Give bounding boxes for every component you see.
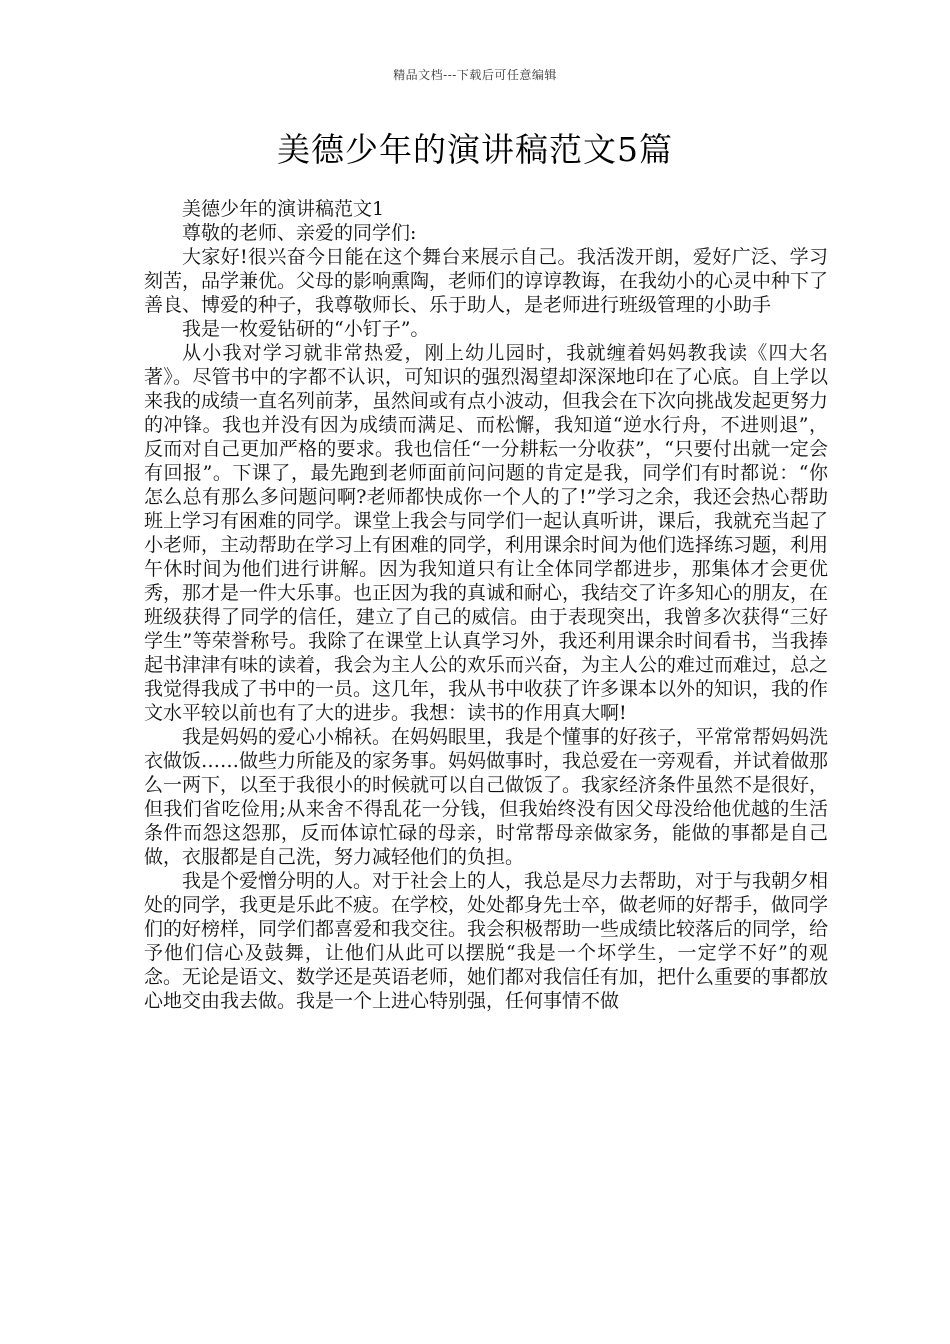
page-header: 精品文档---下载后可任意编辑 [393,68,557,82]
document-title: 美德少年的演讲稿范文5篇 [277,130,673,169]
salutation-paragraph: 尊敬的老师、亲爱的同学们: [182,222,417,244]
body-paragraph: 我是妈妈的爱心小棉袄。在妈妈眼里，我是个懂事的好孩子，平常常帮妈妈洗衣做饭……做些力所能及的家务事。妈妈做事时，我总爱在一旁观看，并试着做那么一两下，以至于我很小的时候就可以自己做饭了。我家经济条件虽然不是很好，但我们省吃俭用;从来舍不得乱花一分钱，但我始终没有因父母没给他优越的生活条件而怨这怨那，反而体谅忙碌的母亲，时常帮母亲做家务，能做的事都是自己做，衣服都是自己洗，努力减轻他们的负担。 [144,726,829,868]
body-paragraph: 我是一枚爱钻研的“小钉子”。 [182,318,430,340]
body-paragraph: 从小我对学习就非常热爱，刚上幼儿园时，我就缠着妈妈教我读《四大名著》。尽管书中的字都不认识，可知识的强烈渴望却深深地印在了心底。自上学以来我的成绩一直名列前茅，虽然间或有点小波动，但我会在下次向挑战发起更努力的冲锋。我也并没有因为成绩而满足、而松懈，我知道“逆水行舟，不进则退”，反而对自己更加严格的要求。我也信任“一分耕耘一分收获”，“只要付出就一定会有回报”。下课了，最先跑到老师面前问问题的肯定是我，同学们有时都说：“你怎么总有那么多问题问啊?老师都快成你一个人的了!”学习之余，我还会热心帮助班上学习有困难的同学。课堂上我会与同学们一起认真听讲，课后，我就充当起了小老师，主动帮助在学习上有困难的同学，利用课余时间为他们选择练习题，利用午休时间为他们进行讲解。因为我知道只有让全体同学都进步，那集体才会更优秀，那才是一件大乐事。也正因为我的真诚和耐心，我结交了许多知心的朋友，在班级获得了同学的信任，建立了自己的威信。由于表现突出，我曾多次获得“三好学生”等荣誉称号。我除了在课堂上认真学习外，我还利用课余时间看书，当我捧起书津津有味的读着，我会为主人公的欢乐而兴奋，为主人公的难过而难过，总之我觉得我成了书中的一员。这几年，我从书中收获了许多课本以外的知识，我的作文水平较以前也有了大的进步。我想：读书的作用真大啊! [144,342,829,724]
body-paragraph: 大家好!很兴奋今日能在这个舞台来展示自己。我活泼开朗，爱好广泛、学习刻苦，品学兼优。父母的影响熏陶，老师们的谆谆教诲，在我幼小的心灵中种下了善良、博爱的种子，我尊敬师长、乐于助人，是老师进行班级管理的小助手 [144,246,829,316]
body-paragraph: 我是个爱憎分明的人。对于社会上的人，我总是尽力去帮助，对于与我朝夕相处的同学，我更是乐此不疲。在学校，处处都身先士卒，做老师的好帮手，做同学们的好榜样，同学们都喜爱和我交往。我会积极帮助一些成绩比较落后的同学，给予他们信心及鼓舞，让他们从此可以摆脱“我是一个坏学生，一定学不好”的观念。无论是语文、数学还是英语老师，她们都对我信任有加，把什么重要的事都放心地交由我去做。我是一个上进心特别强，任何事情不做 [144,870,829,1012]
subtitle-paragraph: 美德少年的演讲稿范文1 [182,198,385,220]
document-body [144,197,828,1013]
